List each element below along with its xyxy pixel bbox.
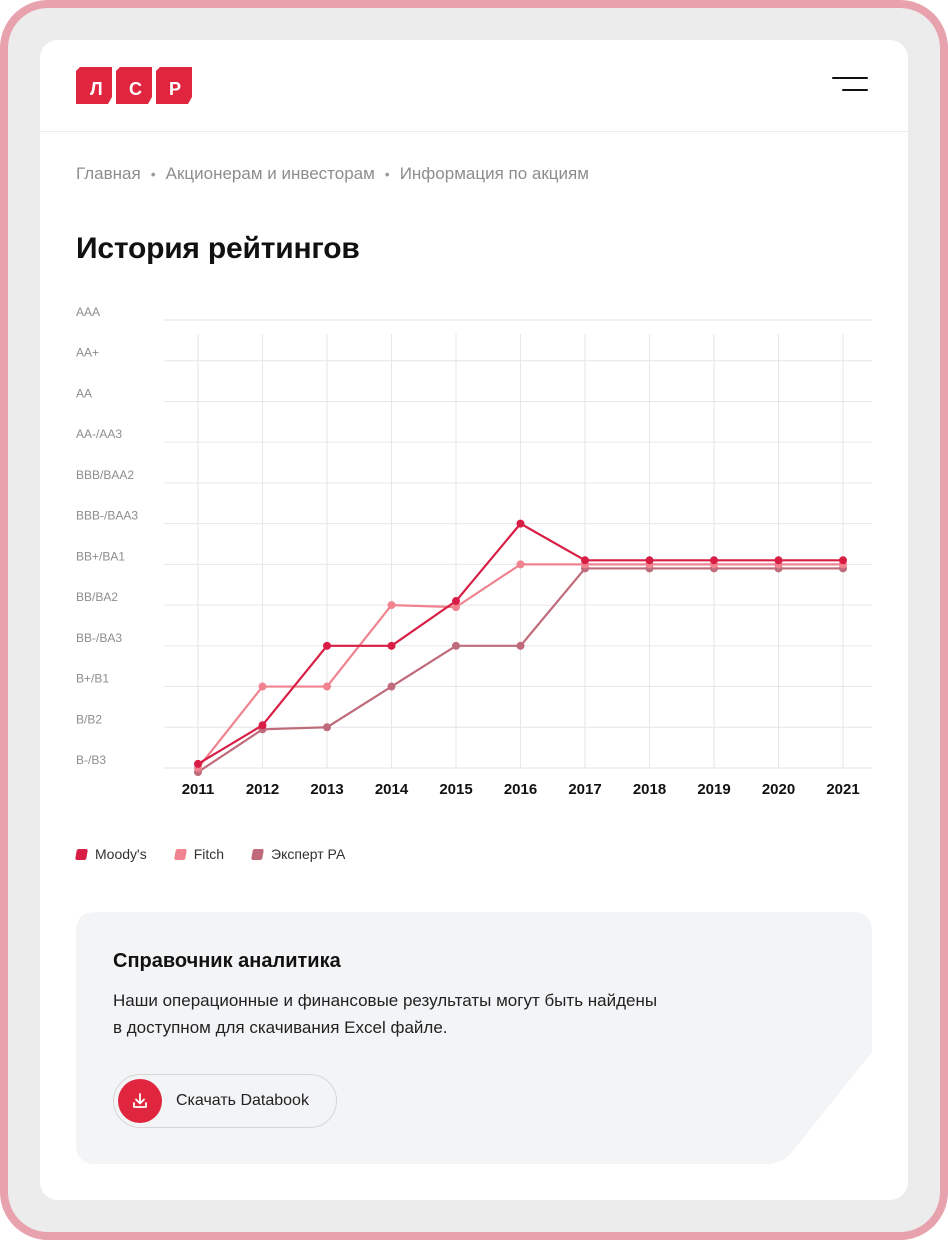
x-tick-label: 2017 (568, 781, 602, 798)
breadcrumb-separator: • (150, 166, 156, 182)
logo-letter: Л (90, 79, 103, 99)
page-screen (40, 40, 908, 1200)
data-point (323, 683, 331, 691)
legend-item[interactable] (252, 846, 345, 862)
data-point (452, 642, 460, 650)
x-tick-label: 2015 (439, 781, 473, 798)
analyst-databook-card (76, 912, 872, 1164)
legend-label: Эксперт РА (271, 846, 346, 862)
data-point (388, 601, 396, 609)
menu-icon[interactable] (832, 74, 872, 98)
y-tick-label: BBB-/BAA3 (76, 508, 139, 523)
logo[interactable] (76, 67, 194, 104)
site-header (40, 40, 908, 132)
legend-swatch (174, 849, 187, 860)
download-databook-button[interactable] (113, 1074, 337, 1128)
legend-swatch (251, 849, 264, 860)
legend-item[interactable] (76, 846, 147, 862)
x-tick-label: 2012 (245, 781, 280, 798)
y-tick-label: BBB/BAA2 (76, 467, 135, 482)
breadcrumb-separator: • (384, 166, 390, 182)
breadcrumb-shares-info[interactable]: Информация по акциям (399, 164, 589, 183)
y-tick-label: AAA (76, 305, 101, 319)
page-title: История рейтингов (76, 232, 360, 265)
data-point (452, 597, 460, 605)
data-point (775, 556, 783, 564)
data-point (581, 556, 589, 564)
data-point (388, 642, 396, 650)
legend-label: Fitch (193, 846, 225, 862)
data-point (517, 642, 525, 650)
data-point (388, 683, 396, 691)
data-point (259, 683, 267, 691)
x-tick-label: 2011 (181, 781, 215, 798)
download-icon (118, 1079, 162, 1123)
legend-label: Moody's (95, 846, 147, 862)
y-tick-label: B-/B3 (76, 753, 107, 767)
data-point (323, 723, 331, 731)
card-description (113, 987, 753, 1041)
y-tick-label: B/B2 (76, 712, 103, 727)
card-description-line: Наши операционные и финансовые результаты могут быть найдены (113, 991, 658, 1010)
data-point (194, 760, 202, 768)
logo-letter: С (129, 79, 142, 99)
data-point (259, 721, 267, 729)
x-tick-label: 2016 (503, 781, 538, 798)
data-point (323, 642, 331, 650)
menu-line (842, 89, 868, 91)
breadcrumb-home[interactable]: Главная (76, 164, 141, 183)
x-tick-label: 2019 (697, 781, 731, 798)
y-tick-label: BB/BA2 (76, 590, 119, 605)
card-description-line: в доступном для скачивания Excel файле. (113, 1018, 448, 1037)
x-tick-label: 2020 (761, 781, 796, 798)
data-point (710, 556, 718, 564)
data-point (517, 520, 525, 528)
menu-line (832, 77, 868, 79)
download-button-label: Скачать Databook (176, 1092, 309, 1109)
breadcrumb-investors[interactable]: Акционерам и инвесторам (165, 164, 375, 183)
y-tick-label: B+/B1 (76, 671, 110, 686)
x-tick-label: 2013 (310, 781, 344, 798)
legend-swatch (75, 849, 88, 860)
breadcrumb (76, 162, 589, 186)
logo-letter: Р (169, 79, 182, 99)
y-tick-label: AA (76, 386, 93, 401)
data-point (646, 556, 654, 564)
y-tick-label: AA-/AA3 (76, 427, 123, 442)
y-tick-label: AA+ (76, 345, 100, 360)
y-tick-label: BB-/BA3 (76, 630, 123, 645)
x-tick-label: 2014 (374, 781, 409, 798)
legend-item[interactable] (175, 846, 224, 862)
data-point (839, 556, 847, 564)
card-title: Справочник аналитика (113, 950, 341, 972)
x-tick-label: 2018 (632, 781, 667, 798)
y-tick-label: BB+/BA1 (76, 549, 126, 564)
x-tick-label: 2021 (826, 781, 860, 798)
data-point (517, 560, 525, 568)
chart-legend (76, 846, 345, 862)
ratings-chart (40, 302, 908, 802)
